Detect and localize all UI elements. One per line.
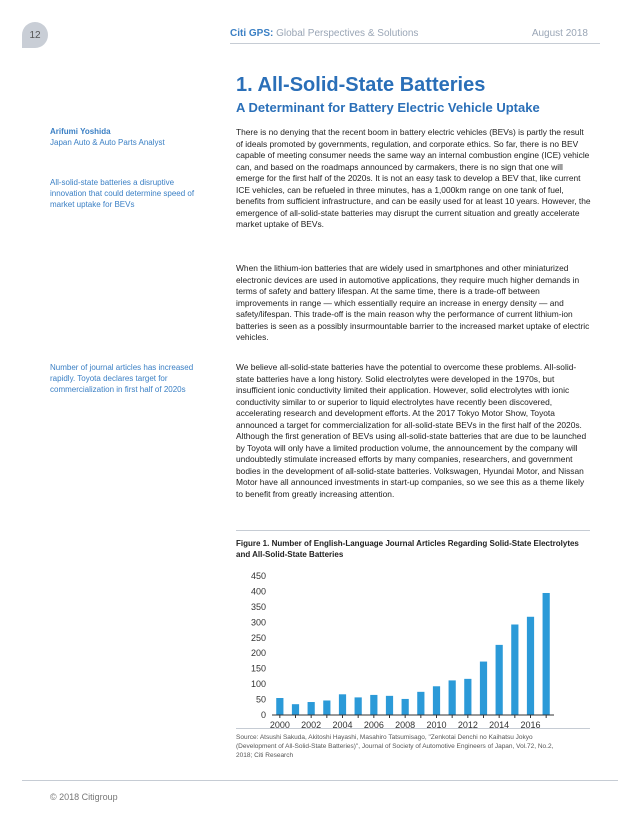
x-tick-label: 2002 [301,720,322,730]
x-tick-label: 2016 [520,720,541,730]
author-role: Japan Auto & Auto Parts Analyst [50,138,165,147]
sidebar-note-1: All-solid-state batteries a disruptive innovation that could determine speed of market uptake for BEVs [50,178,195,209]
header-brand [230,28,418,39]
bar-2005 [355,697,362,715]
footer-divider [22,780,618,781]
x-tick-label: 2004 [332,720,353,730]
sidebar-note-2: Number of journal articles has increased rapidly. Toyota declares target for commercialization in first half of 2020s [50,363,194,394]
y-tick-label: 100 [250,679,266,690]
y-tick-label: 450 [250,571,266,581]
body-paragraph-2: When the lithium-ion batteries that are widely used in smartphones and other miniaturized electronic devices are used in automotive applications, they require much higher demands in terms of safety and battery lifespan. At the same time, there is a trade-off between improvements in range — which essentially require an increase in energy density — and safety/lifespan. This trade-off is the main reason why the performance of current lithium-ion batteries is seen as a possibly insurmountable barrier to the increased market uptake of electric vehicles. [236,263,590,342]
bar-2000 [276,698,283,715]
y-tick-label: 150 [250,663,266,674]
article-subtitle: A Determinant for Battery Electric Vehicle Uptake [236,100,540,115]
header-date: August 2018 [531,28,588,39]
bar-2002 [308,702,315,715]
bar-2016 [527,617,534,715]
figure-caption: Figure 1. Number of English-Language Journal Articles Regarding Solid-State Electrolytes and All-Solid-State Batteries [236,539,579,559]
y-tick-label: 250 [250,632,266,643]
y-tick-label: 350 [250,601,266,612]
x-tick-label: 2010 [426,720,447,730]
figure-source: Source: Atsushi Sakuda, Akitoshi Hayashi, Masahiro Tatsumisago, "Zenkotai Denchi no Kaihatsu Jokyo (Development of All-Solid-State Batteries)", Journal of Society of Automotive Engineers of Japan, Vol.72, No.2, 2018; Citi Research [236,734,554,759]
header-divider [230,43,600,44]
bar-2006 [370,695,377,715]
brand-tagline: Global Perspectives & Solutions [273,28,419,39]
bar-2009 [417,692,424,715]
x-tick-label: 2006 [363,720,384,730]
y-tick-label: 400 [250,586,266,597]
x-tick-label: 2008 [395,720,416,730]
y-tick-label: 300 [250,617,266,628]
y-tick-label: 200 [250,648,266,659]
article-title: 1. All-Solid-State Batteries [236,74,486,96]
bar-2004 [339,694,346,715]
bar-2010 [433,686,440,715]
x-tick-label: 2000 [269,720,290,730]
bar-2003 [323,700,330,715]
brand-name: Citi GPS: [230,28,274,39]
y-tick-label: 0 [260,710,266,720]
x-tick-label: 2014 [489,720,510,730]
bar-2017 [543,593,550,715]
footer-copyright: © 2018 Citigroup [50,792,118,802]
bar-2008 [402,699,409,715]
y-tick-label: 50 [255,694,266,705]
figure-bottom-divider [236,728,590,729]
bar-2001 [292,704,299,715]
body-paragraph-1: There is no denying that the recent boom in battery electric vehicles (BEVs) is partly the result of ideals promoted by governments, regulation, and corporate ethics. So far, there is no BEV capable of meeting consumer needs the same way an internal combustion engine (ICE) vehicle can, and based on the roadmaps announced by carmakers, there is no sign that one will emerge for the first half of the 2020s. It is not an easy task to develop a BEV that, like current ICE vehicles, can be refueled in three minutes, has a 1,000km range on one tank of fuel, benefits from sufficient infrastructure, and can be easily used for at least 10 years. However, the emergence of all-solid-state batteries may disrupt the current situation and greatly accelerate market uptake of BEVs. [236,127,591,229]
author-name: Arifumi Yoshida [50,127,111,136]
figure-top-divider [236,530,590,531]
bar-2007 [386,696,393,715]
body-paragraph-3: We believe all-solid-state batteries have the potential to overcome these problems. All-solid-state batteries have a long history. Solid electrolytes were developed in the 1970s, but insufficient ionic conductivity limited their application. However, solid electrolytes with ionic conductivity similar to or superior to liquid electrolytes have recently been discovered, accelerating research and development efforts. At the 2017 Tokyo Motor Show, Toyota announced a target for commercialization for all-solid-state BEVs in the first half of the 2020s. Although the first generation of BEVs using all-solid-state batteries that are due to be launched by Toyota will only have a limited production volume, the announcement by the company will undoubtedly stimulate increased efforts by many companies, researchers, and government bodies in the development of all-solid-state batteries. Volkswagen, Hyundai Motor, and Nissan Motor have all announced investments in start-up companies, so we see this as a theme likely to benefit from greatly increasing attention. [236,362,587,499]
bar-chart [236,566,566,732]
bar-2013 [480,662,487,715]
bar-2015 [511,624,518,715]
author-block [50,126,210,148]
x-tick-label: 2012 [457,720,478,730]
bar-2014 [496,645,503,715]
bar-2012 [464,679,471,715]
page-number: 12 [22,22,48,48]
bar-2011 [449,680,456,715]
